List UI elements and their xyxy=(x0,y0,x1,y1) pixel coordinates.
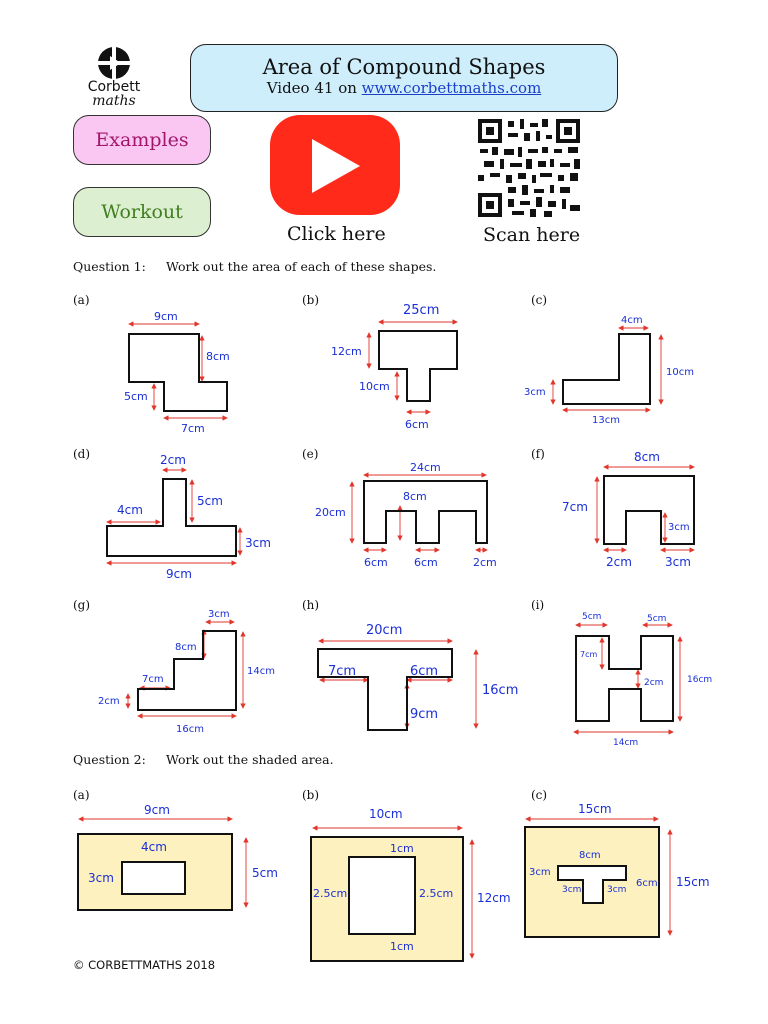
q1i-dim-4: 2cm xyxy=(644,678,664,688)
q1c-dim-3: 3cm xyxy=(524,387,546,398)
q1d-dim-2: 4cm xyxy=(117,503,143,517)
q1d-dim-1: 2cm xyxy=(160,453,186,467)
q1h-dim-5: 9cm xyxy=(410,707,439,722)
q1e-dim-4: 6cm xyxy=(364,556,388,569)
q1e-dim-1: 24cm xyxy=(410,461,441,474)
q1-part-i-label: (i) xyxy=(531,598,545,612)
q2b-dim-3: 2.5cm xyxy=(313,887,348,900)
q1a-dim-2: 8cm xyxy=(206,350,230,363)
q1h-dim-1: 20cm xyxy=(366,623,403,638)
q1d-dim-4: 3cm xyxy=(245,536,271,550)
q1g-dim-5: 2cm xyxy=(98,696,120,707)
q2b-dim-1: 10cm xyxy=(369,807,403,821)
q2b-dim-2: 1cm xyxy=(390,842,414,855)
q1f-dim-2: 7cm xyxy=(562,500,588,514)
page-title: Area of Compound Shapes xyxy=(262,55,546,79)
corbettmaths-link[interactable]: www.corbettmaths.com xyxy=(361,79,542,97)
q1h-dim-3: 6cm xyxy=(410,664,439,679)
q1b-dim-3: 10cm xyxy=(359,380,390,393)
examples-button[interactable]: Examples xyxy=(73,115,211,165)
q2b-dim-6: 1cm xyxy=(390,940,414,953)
logo-text-1: Corbett xyxy=(87,79,141,95)
q1h-dim-4: 16cm xyxy=(482,683,519,698)
q2b-dim-5: 12cm xyxy=(477,891,511,905)
q1g-dim-3: 14cm xyxy=(247,666,275,677)
q1e-dim-5: 6cm xyxy=(414,556,438,569)
q1i-dim-3: 7cm xyxy=(580,650,598,659)
q2a-dim-4: 5cm xyxy=(252,866,278,880)
q2-part-a-label: (a) xyxy=(73,788,90,802)
question-2-label: Question 2: xyxy=(73,752,146,767)
q1g-dim-4: 7cm xyxy=(142,674,164,685)
q1b-dim-4: 6cm xyxy=(405,418,429,431)
q1i-dim-2: 5cm xyxy=(647,614,667,624)
q2c-dim-2: 8cm xyxy=(579,850,601,861)
workout-button[interactable]: Workout xyxy=(73,187,211,237)
q1f-dim-5: 3cm xyxy=(665,555,691,569)
shape-q1f xyxy=(604,476,694,544)
q1h-dim-2: 7cm xyxy=(328,664,357,679)
q1i-dim-6: 14cm xyxy=(613,738,639,748)
click-here-caption: Click here xyxy=(287,223,386,245)
q1d-dim-5: 9cm xyxy=(166,567,192,581)
q1a-dim-3: 5cm xyxy=(124,390,148,403)
q2c-dim-5: 3cm xyxy=(607,885,627,895)
q1c-dim-4: 13cm xyxy=(592,415,620,426)
copyright: © CORBETTMATHS 2018 xyxy=(73,958,216,972)
video-prefix: Video 41 on xyxy=(266,79,362,97)
q1-part-g-label: (g) xyxy=(73,598,91,612)
q1e-dim-6: 2cm xyxy=(473,556,497,569)
q2a-dim-1: 9cm xyxy=(144,803,170,817)
q1e-dim-2: 20cm xyxy=(315,506,346,519)
q2c-dim-1: 15cm xyxy=(578,802,612,816)
shape-q1b xyxy=(379,331,457,401)
q1c-dim-1: 4cm xyxy=(621,315,643,326)
q2a-dim-3: 3cm xyxy=(88,871,114,885)
q1e-dim-3: 8cm xyxy=(403,490,427,503)
q1b-dim-1: 25cm xyxy=(403,303,440,318)
q1-part-d-label: (d) xyxy=(73,447,91,461)
q2c-dim-3: 3cm xyxy=(529,867,551,878)
q1-part-c-label: (c) xyxy=(531,293,548,307)
q2c-dim-6: 6cm xyxy=(636,878,658,889)
q1a-dim-1: 9cm xyxy=(154,310,178,323)
q1d-dim-3: 5cm xyxy=(197,494,223,508)
question-1-label: Question 1: xyxy=(73,259,146,274)
q1g-dim-6: 16cm xyxy=(176,724,204,735)
q1-part-a-label: (a) xyxy=(73,293,90,307)
q2-part-c-label: (c) xyxy=(531,788,548,802)
question-1-text: Work out the area of each of these shapes. xyxy=(166,259,437,274)
q1-part-f-label: (f) xyxy=(531,447,545,461)
q1i-dim-1: 5cm xyxy=(582,612,602,622)
q2c-dim-4: 3cm xyxy=(562,885,582,895)
shape-q1c xyxy=(563,334,650,404)
q2a-dim-2: 4cm xyxy=(141,840,167,854)
q1-part-h-label: (h) xyxy=(302,598,320,612)
scan-here-caption: Scan here xyxy=(483,224,581,246)
q1-part-e-label: (e) xyxy=(302,447,319,461)
q1-part-b-label: (b) xyxy=(302,293,320,307)
q1f-dim-1: 8cm xyxy=(634,450,660,464)
q1i-dim-5: 16cm xyxy=(687,675,713,685)
q1a-dim-4: 7cm xyxy=(181,422,205,435)
shape-q1d xyxy=(107,479,236,556)
q1g-dim-2: 8cm xyxy=(175,642,197,653)
q2-part-b-label: (b) xyxy=(302,788,320,802)
q1c-dim-2: 10cm xyxy=(666,367,694,378)
logo-text-2: maths xyxy=(92,93,136,109)
q1f-dim-4: 2cm xyxy=(606,555,632,569)
q2c-dim-7: 15cm xyxy=(676,875,710,889)
q1b-dim-2: 12cm xyxy=(331,345,362,358)
q1f-dim-3: 3cm xyxy=(668,522,690,533)
q2b-dim-4: 2.5cm xyxy=(419,887,454,900)
q1g-dim-1: 3cm xyxy=(208,609,230,620)
question-2-text: Work out the shaded area. xyxy=(166,752,334,767)
